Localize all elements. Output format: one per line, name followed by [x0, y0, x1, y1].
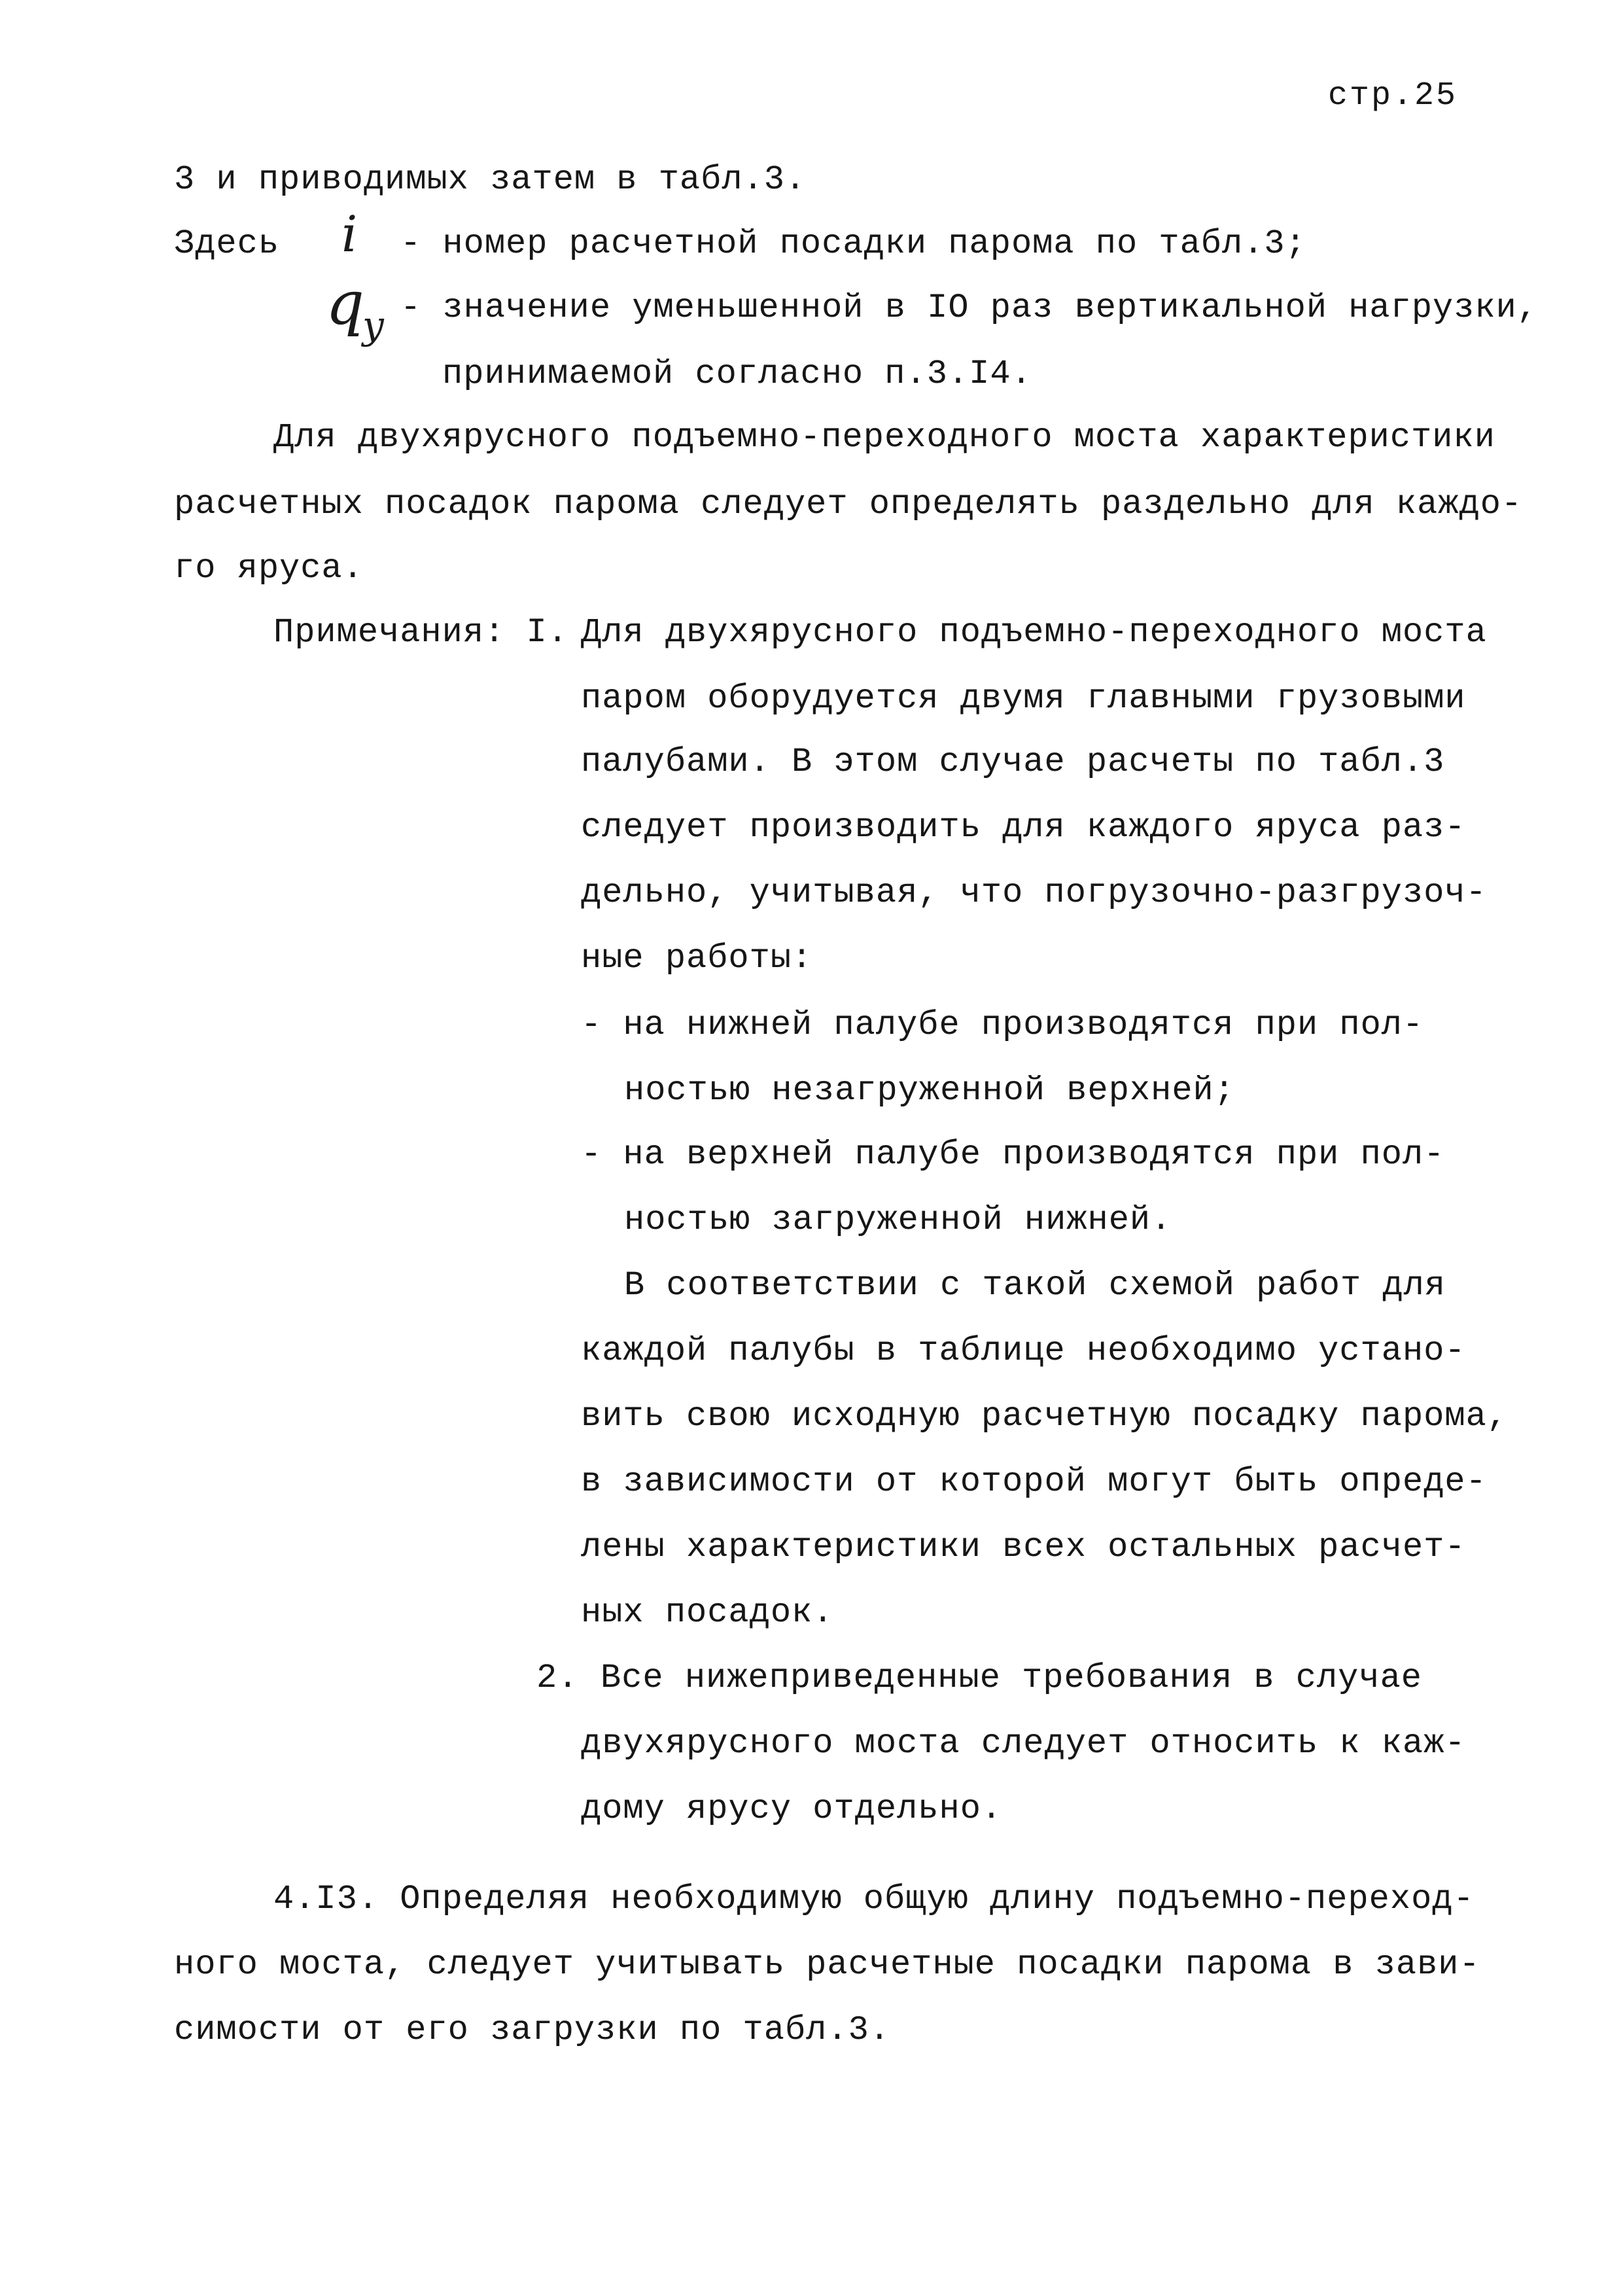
note-2-line-1: Все нижеприведенные требования в случае	[601, 1659, 1422, 1697]
page-number: стр.25	[1328, 77, 1458, 115]
section-4-13-line-3: симости от его загрузки по табл.3.	[174, 2011, 890, 2049]
note-1-cont-line-6: ных посадок.	[581, 1593, 834, 1632]
note-1-line-1: Для двухярусного подъемно-переходного моста	[581, 613, 1487, 652]
paragraph-main-line-2: расчетных посадок парома следует определять раздельно для каждо-	[174, 485, 1523, 523]
note-1-line-3: палубами. В этом случае расчеты по табл.3	[581, 743, 1445, 781]
notes-label: Примечания: I.	[273, 613, 568, 652]
note-1-line-2: паром оборудуется двумя главными грузовыми	[581, 679, 1466, 718]
note-1-cont-line-1: В соответствии с такой схемой работ для	[624, 1266, 1446, 1305]
section-4-13-line-2: ного моста, следует учитывать расчетные посадки парома в зави-	[174, 1945, 1480, 1984]
note-1-cont-line-2: каждой палубы в таблице необходимо устано-	[581, 1332, 1466, 1370]
paragraph-main-line-3: го яруса.	[174, 549, 364, 588]
note-1-cont-line-3: вить свою исходную расчетную посадку парома,	[581, 1397, 1509, 1436]
definition-q-text-cont: принимаемой согласно п.3.I4.	[442, 355, 1032, 393]
note-2-line-3: дому ярусу отдельно.	[581, 1790, 1003, 1828]
note-1-line-5: дельно, учитывая, что погрузочно-разгрузоч-	[581, 874, 1487, 912]
definition-i-text: - номер расчетной посадки парома по табл.3;	[400, 224, 1306, 263]
note-1-cont-line-4: в зависимости от которой могут быть опреде-	[581, 1462, 1487, 1501]
definition-q-text: - значение уменьшенной в IO раз вертикальной нагрузки,	[400, 289, 1539, 327]
section-4-13-line-1: 4.I3. Определяя необходимую общую длину подъемно-переход-	[273, 1880, 1475, 1918]
symbol-q: q	[326, 268, 364, 338]
symbol-i: i	[341, 205, 358, 263]
intro-line: 3 и приводимых затем в табл.3.	[174, 160, 807, 199]
note-2-line-2: двухярусного моста следует относить к каж-	[581, 1724, 1466, 1763]
note-1-bullet-2-line-2: ностью загруженной нижней.	[624, 1201, 1172, 1239]
note-1-bullet-1-line-2: ностью незагруженной верхней;	[624, 1071, 1235, 1110]
note-1-bullet-1-line-1: - на нижней палубе производятся при пол-	[581, 1006, 1424, 1044]
paragraph-main-line-1: Для двухярусного подъемно-переходного моста характеристики	[273, 418, 1495, 457]
note-2-marker: 2.	[536, 1659, 579, 1697]
note-1-cont-line-5: лены характеристики всех остальных расчет-	[581, 1528, 1466, 1566]
definitions-lead: Здесь	[174, 224, 280, 263]
symbol-q-subscript: у	[362, 303, 385, 347]
note-1-bullet-2-line-1: - на верхней палубе производятся при пол-	[581, 1135, 1445, 1174]
note-1-line-6: ные работы:	[581, 939, 813, 978]
note-1-line-4: следует производить для каждого яруса раз-	[581, 808, 1466, 847]
